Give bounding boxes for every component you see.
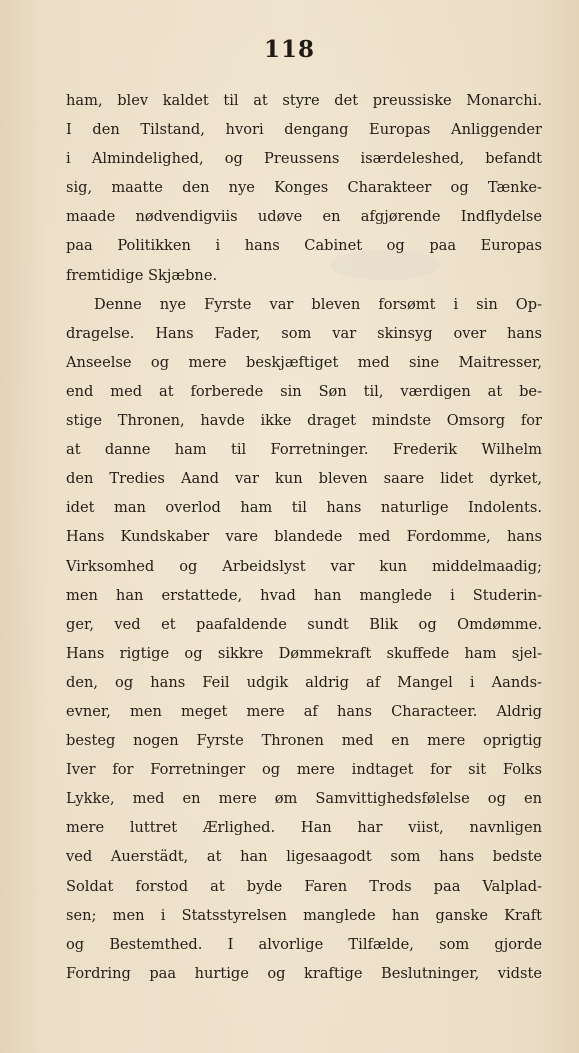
text-line: ved Auerstädt, at han ligesaagodt som hans bedste bbox=[66, 848, 542, 866]
text-line: besteg nogen Fyrste Thronen med en mere oprigtig bbox=[66, 732, 542, 750]
text-line: Hans rigtige og sikkre Dømmekraft skuffede ham sjel- bbox=[66, 644, 542, 662]
text-line: Soldat forstod at byde Faren Trods paa Valplad- bbox=[66, 877, 542, 895]
text-line: end med at forberede sin Søn til, værdigen at be- bbox=[66, 382, 542, 400]
text-line: Fordring paa hurtige og kraftige Beslutninger, vidste bbox=[66, 964, 542, 982]
text-line: fremtidige Skjæbne. bbox=[66, 266, 218, 284]
text-line: idet man overlod ham til hans naturlige Indolents. bbox=[66, 499, 542, 517]
page-number: 118 bbox=[263, 36, 315, 63]
text-line: maade nødvendigviis udøve en afgjørende Indflydelse bbox=[66, 208, 542, 226]
text-line: mere luttret Ærlighed. Han har viist, navnligen bbox=[66, 819, 542, 837]
text-line: Anseelse og mere beskjæftiget med sine Maitresser, bbox=[66, 353, 542, 371]
text-line: dragelse. Hans Fader, som var skinsyg over hans bbox=[66, 324, 542, 342]
text-line: den Tredies Aand var kun bleven saare lidet dyrket, bbox=[66, 470, 542, 488]
text-line: ham, blev kaldet til at styre det preussiske Monarchi. bbox=[66, 92, 542, 109]
text-line: men han erstattede, hvad han manglede i Studerin- bbox=[66, 586, 542, 604]
text-line: paa Politikken i hans Cabinet og paa Europas bbox=[66, 237, 542, 255]
text-line: Iver for Forretninger og mere indtaget for sit Folks bbox=[66, 761, 542, 779]
text-line: sig, maatte den nye Konges Charakteer og Tænke- bbox=[66, 179, 542, 197]
text-line: ger, ved et paafaldende sundt Blik og Omdømme. bbox=[66, 615, 542, 633]
text-line: og Bestemthed. I alvorlige Tilfælde, som gjorde bbox=[66, 935, 542, 953]
text-line: sen; men i Statsstyrelsen manglede han ganske Kraft bbox=[66, 906, 542, 924]
text-line: I den Tilstand, hvori dengang Europas Anliggender bbox=[66, 121, 542, 139]
text-line: Virksomhed og Arbeidslyst var kun middelmaadig; bbox=[66, 557, 542, 575]
text-line: stige Thronen, havde ikke draget mindste Omsorg for bbox=[66, 412, 542, 430]
text-line: i Almindelighed, og Preussens isærdeleshed, befandt bbox=[66, 150, 542, 168]
text-line: at danne ham til Forretninger. Frederik Wilhelm bbox=[66, 441, 542, 459]
text-line: den, og hans Feil udgik aldrig af Mangel i Aands- bbox=[66, 673, 542, 691]
text-line: Hans Kundskaber vare blandede med Fordomme, hans bbox=[66, 528, 542, 546]
text-line: Lykke, med en mere øm Samvittighedsfølelse og en bbox=[66, 790, 542, 808]
text-line: evner, men meget mere af hans Characteer. Aldrig bbox=[66, 702, 542, 720]
text-line: Denne nye Fyrste var bleven forsømt i sin Op- bbox=[94, 295, 542, 313]
body-text bbox=[66, 86, 542, 988]
